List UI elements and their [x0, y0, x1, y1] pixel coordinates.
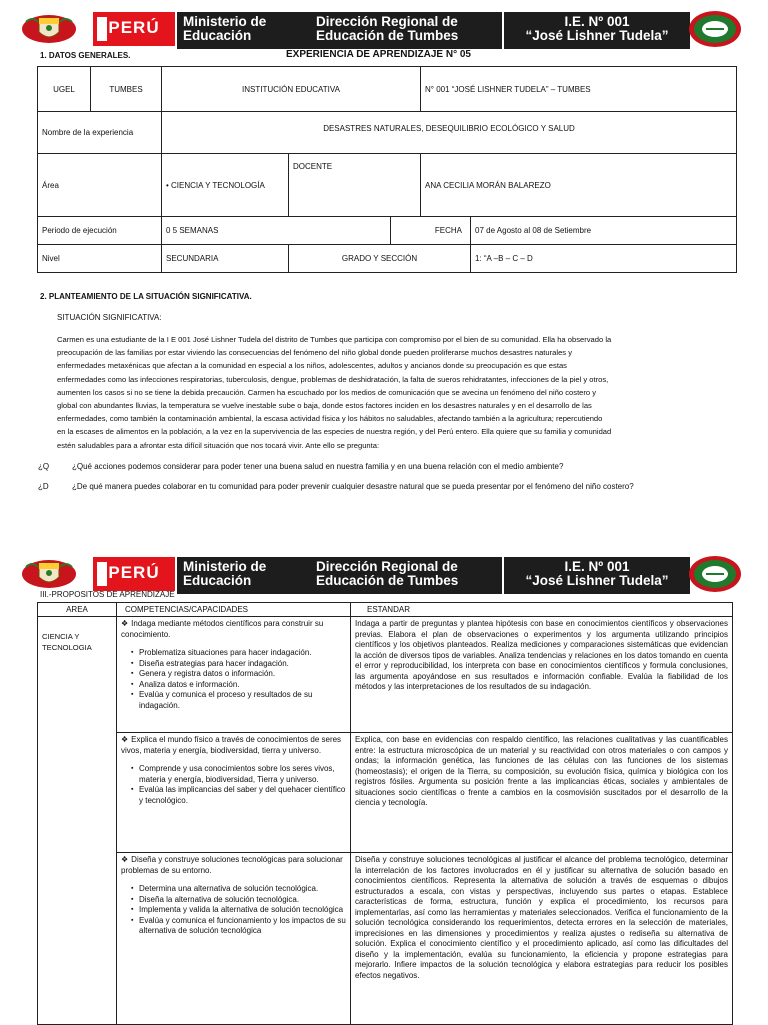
ministerio-line1: Ministerio de: [183, 14, 267, 29]
section3-heading: III.-PROPOSITOS DE APRENDIZAJE: [40, 590, 175, 599]
estandar-cell: Explica, con base en evidencias con respaldo científico, las relaciones cualitativas y las cuantificables entre: la estructura microscópica de un material y su reactividad con otros materiales o con campos y ondas; la información genética, las funciones de las células con las funciones de los sistemas (homeostasis); el origen de la Tierra, su composición, su evolución física, química y biológica con los registros fósiles. Argumenta su posición frente a las implicancias éticas, sociales y ambientales de situaciones socio científicas o frente a cambios en la cosmovisión suscitados por el desarrollo de la ciencia y tecnología.: [351, 733, 733, 853]
question-2-marker: ¿D: [38, 482, 49, 491]
capacidad-item: ▪ Determina una alternativa de solución tecnológica.: [131, 884, 346, 895]
nivel-label: Nivel: [38, 245, 162, 273]
estandar-cell: Indaga a partir de preguntas y plantea hipótesis con base en conocimientos científicos y observaciones previas. Elabora el plan de observaciones o experimentos y los argumenta utilizando principios científicos y los objetivos planteados. Realiza mediciones y comparaciones sistemáticas que evidencian la acción de diversos tipos de variables. Analiza tendencias y relaciones en los datos tomando en cuenta el error y reproducibilidad, los interpreta con base en conocimientos científicos y formula conclusiones, las argumenta apoyándose en sus resultados e información confiable. Evalúa la fiabilidad de los métodos y las interpretaciones de los resultados de su indagación.: [351, 617, 733, 733]
fecha-label: FECHA: [391, 217, 471, 245]
situacion-subheading: SITUACIÓN SIGNIFICATIVA:: [57, 313, 162, 322]
competencia-text: Explica el mundo físico a través de conocimientos de seres vivos, materia y energía, biodiversidad, tierra y universo.: [121, 735, 342, 755]
nombre-label: Nombre de la experiencia: [38, 112, 162, 154]
capacidad-item: ▪ Evalúa y comunica el funcionamiento y los impactos de su alternativa de solución tecnológica: [131, 916, 346, 937]
ie-line2: “José Lishner Tudela”: [525, 573, 669, 588]
capacidad-item: ▪ Comprende y usa conocimientos sobre los seres vivos, materia y energía, biodiversidad, Tierra y universo.: [131, 764, 346, 785]
capacidad-item: ▪ Evalúa las implicancias del saber y del quehacer científico y tecnológico.: [131, 785, 346, 806]
paragraph-line: enfermedades como las infecciones respiratorias, tuberculosis, dengue, problemas de deshidratación, la falta de sueros rehidratantes, infecciones de la piel y otros,: [57, 374, 609, 384]
paragraph-line: global con abundantes lluvias, la temperatura se vuelve inestable sube o baja, donde estos factores inciden en los desastres naturales y en el desarrollo de las: [57, 401, 592, 411]
situacion-paragraph: [57, 333, 725, 452]
paragraph-line: estén saludables para a afrontar esta difícil situación que nos tocará vivir. Ante ello se pregunta:: [57, 440, 380, 450]
capacidad-item: ▪ Analiza datos e información.: [131, 680, 346, 691]
direccion-block: [310, 557, 502, 594]
question-1: ¿Qué acciones podemos considerar para poder tener una buena salud en nuestra familia y en una buena relación con el medio ambiente?: [72, 462, 564, 471]
diamond-bullet-icon: ❖: [121, 619, 129, 628]
direccion-line2: Educación de Tumbes: [316, 573, 459, 588]
experience-title: EXPERIENCIA DE APRENDIZAJE N° 05: [286, 49, 471, 60]
ministerio-line2: Educación: [183, 573, 252, 588]
question-1-marker: ¿Q: [38, 462, 50, 471]
periodo-label: Periodo de ejecución: [38, 217, 162, 245]
header-banner-page2: [14, 555, 746, 593]
direccion-line1: Dirección Regional de: [316, 14, 458, 29]
grado-value: 1: “A –B – C – D: [471, 245, 737, 273]
ie-block: [504, 557, 690, 594]
paragraph-line: aumenten los casos si no se tiene la debida precaución. Carmen ha escuchado por los medios de comunicación que se avecina un fenómeno del niño costero y: [57, 387, 597, 397]
section2-heading: 2. PLANTEAMIENTO DE LA SITUACIÓN SIGNIFICATIVA.: [40, 292, 252, 301]
docente-value: ANA CECILIA MORÁN BALAREZO: [421, 154, 737, 217]
capacidad-item: ▪ Evalúa y comunica el proceso y resultados de su indagación.: [131, 690, 346, 711]
ie-line1: I.E. Nº 001: [564, 559, 630, 574]
ie-block: [504, 12, 690, 49]
estandar-cell: Diseña y construye soluciones tecnológicas al justificar el alcance del problema tecnológico, determinar la interrelación de los factores involucrados en él y justificar su alternativa de solución basado en conocimientos científicos. Representa la alternativa de solución a través de esquemas o dibujos estructurados a escala, con vistas y perspectivas, incluyendo sus partes o etapas. Establece características de forma, estructura, función y explica el procedimiento, los recursos para implementarlas, así como las herramientas y materiales seleccionados. Verifica el funcionamiento de la solución tecnológica considerando los requerimientos, detecta errores en la selección de materiales, imprecisiones en las dimensiones y procedimientos y realiza ajustes o rediseña su alternativa de solución. Explica el conocimiento científico y el procedimiento aplicado, así como las dificultades del diseño y la implementación, evalúa su funcionamiento, la eficiencia y propone estrategias para mejorarlo. Infiere impactos de la solución tecnológica y elabora estrategias para reducir los posibles efectos negativos.: [351, 853, 733, 1025]
paragraph-line: preocupación de las familias por estar viviendo las consecuencias del fenómeno del niño global donde pueden proliferarse muchos desastres naturales y: [57, 348, 572, 358]
col-competencias-header: COMPETENCIAS/CAPACIDADES: [117, 603, 351, 617]
paragraph-line: Carmen es una estudiante de la I E 001 José Lishner Tudela del distrito de Tumbes que participa con compromiso por el bien de su comunidad. Ella ha observado la: [57, 335, 612, 344]
col-area-header: AREA: [38, 603, 117, 617]
capacidad-item: ▪ Diseña estrategias para hacer indagación.: [131, 659, 346, 670]
capacidad-item: ▪ Genera y registra datos o información.: [131, 669, 346, 680]
ministerio-line2: Educación: [183, 28, 252, 43]
area-cell: CIENCIA Y TECNOLOGIA: [38, 617, 117, 1025]
question-2: ¿De qué manera puedes colaborar en tu comunidad para poder prevenir cualquier desastre natural que se pueda presentar por el fenómeno del niño costero?: [72, 482, 634, 491]
capacidad-item: ▪ Implementa y valida la alternativa de solución tecnológica: [131, 905, 346, 916]
paragraph-line: enfermedades, como también la contaminación ambiental, la escasa actividad física y los hábitos no saludables, afectando también a la agricultura; repercutiendo: [57, 414, 603, 424]
diamond-bullet-icon: ❖: [121, 855, 129, 864]
ie-line2: “José Lishner Tudela”: [525, 28, 669, 43]
area-value: • CIENCIA Y TECNOLOGÍA: [162, 154, 289, 217]
ie-line1: I.E. Nº 001: [564, 14, 630, 29]
ministerio-line1: Ministerio de: [183, 559, 267, 574]
docente-label: DOCENTE: [289, 154, 421, 217]
peru-badge: [93, 557, 175, 591]
direccion-block: [310, 12, 502, 49]
peru-coat-of-arms-icon: [20, 557, 78, 591]
diamond-bullet-icon: ❖: [121, 735, 129, 744]
paragraph-line: en la escases de alimentos en la población, a la vez en la supervivencia de las especies de nuestra región, y del Perú entero. Ella quiere que su familia y comunidad: [57, 427, 612, 437]
nivel-value: SECUNDARIA: [162, 245, 289, 273]
direccion-line2: Educación de Tumbes: [316, 28, 459, 43]
area-label: Área: [38, 154, 162, 217]
school-logo-icon: [688, 555, 742, 593]
peru-badge: [93, 12, 175, 46]
direccion-line1: Dirección Regional de: [316, 559, 458, 574]
section1-heading: 1. DATOS GENERALES.: [40, 51, 131, 60]
competencia-text: Diseña y construye soluciones tecnológicas para solucionar problemas de su entorno.: [121, 855, 343, 875]
periodo-value: 0 5 SEMANAS: [162, 217, 391, 245]
competencia-cell: [117, 733, 351, 853]
ministerio-block: [177, 557, 314, 594]
peru-coat-of-arms-icon: [20, 12, 78, 46]
propositos-table: [37, 602, 733, 1025]
paragraph-line: enfermedades metaxénicas que afectan a la comunidad en especial a los niños, adolescentes, adultos y ancianos donde su preocupación es que estas: [57, 361, 567, 371]
competencia-text: Indaga mediante métodos científicos para construir su conocimiento.: [121, 619, 324, 639]
ie-value: N° 001 “JOSÉ LISHNER TUDELA” – TUMBES: [421, 67, 737, 112]
ie-label: INSTITUCIÓN EDUCATIVA: [162, 67, 421, 112]
competencia-cell: [117, 617, 351, 733]
capacidad-item: ▪ Diseña la alternativa de solución tecnológica.: [131, 895, 346, 906]
header-banner: [14, 10, 746, 48]
peru-label: PERÚ: [108, 18, 160, 37]
fecha-value: 07 de Agosto al 08 de Setiembre: [471, 217, 737, 245]
ministerio-block: [177, 12, 314, 49]
capacidad-item: ▪ Problematiza situaciones para hacer indagación.: [131, 648, 346, 659]
ugel-label: UGEL: [38, 67, 91, 112]
col-estandar-header: ESTANDAR: [351, 603, 733, 617]
grado-label: GRADO Y SECCIÓN: [289, 245, 471, 273]
nombre-value: DESASTRES NATURALES, DESEQUILIBRIO ECOLÓGICO Y SALUD: [162, 112, 737, 154]
school-logo-icon: [688, 10, 742, 48]
competencia-cell: [117, 853, 351, 1025]
peru-label: PERÚ: [108, 563, 160, 582]
ugel-value: TUMBES: [91, 67, 162, 112]
general-data-table: [37, 66, 737, 273]
